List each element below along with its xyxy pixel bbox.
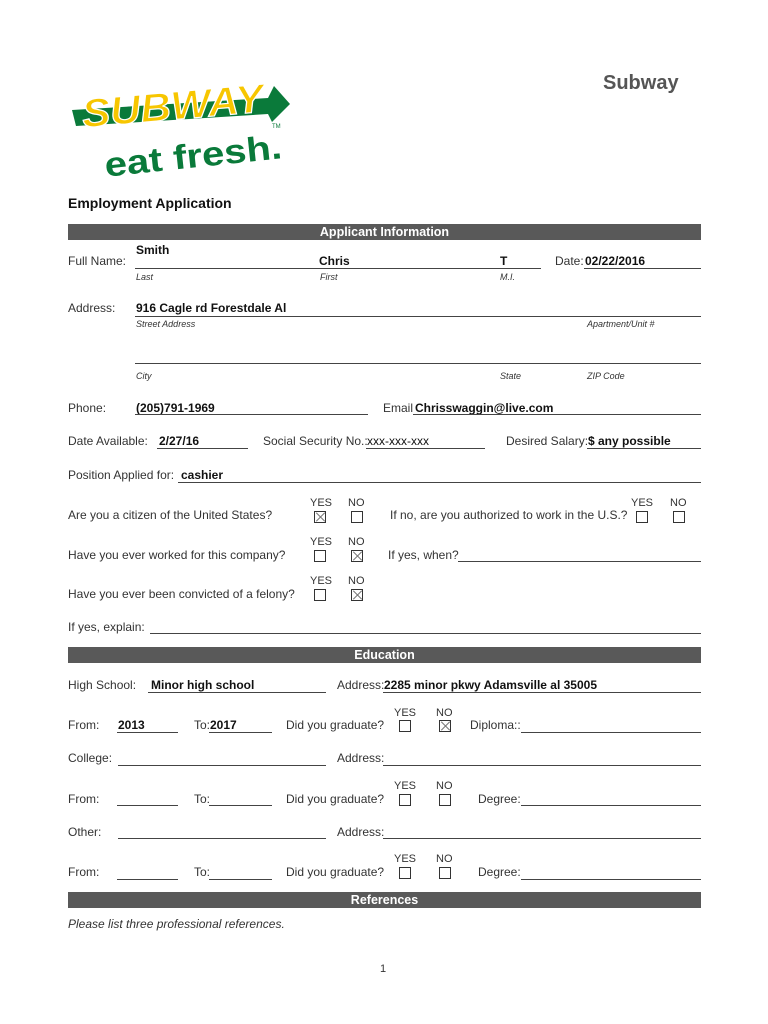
ssn-line — [366, 448, 485, 449]
when-label: If yes, when? — [388, 548, 459, 562]
mi-sublabel: M.I. — [500, 272, 515, 282]
date-available-line — [157, 448, 248, 449]
section-references: References — [68, 892, 701, 908]
name-line — [135, 268, 541, 269]
college-to-line[interactable] — [209, 805, 272, 806]
citizen-question: Are you a citizen of the United States? — [68, 508, 273, 522]
last-name-value[interactable]: Smith — [136, 243, 170, 257]
apartment-sublabel: Apartment/Unit # — [587, 319, 655, 329]
logo-wordmark: SUBWAY — [80, 77, 256, 137]
other-label: Other: — [68, 825, 102, 839]
citizen-yes-label: YES — [310, 497, 333, 509]
address-label: Address: — [68, 301, 116, 315]
college-address-line[interactable] — [383, 765, 701, 766]
hs-yes-label: YES — [394, 707, 417, 719]
section-education: Education — [68, 647, 701, 663]
salary-line — [587, 448, 701, 449]
college-address-label: Address: — [337, 751, 385, 765]
authorized-question: If no, are you authorized to work in the U.S.? — [390, 508, 628, 522]
other-address-line[interactable] — [383, 838, 701, 839]
date-available-value[interactable]: 2/27/16 — [159, 434, 200, 448]
email-line — [413, 414, 701, 415]
worked-yes-label: YES — [310, 536, 333, 548]
last-sublabel: Last — [136, 272, 154, 282]
hs-graduate-yes-checkbox[interactable] — [399, 720, 411, 732]
high-school-line — [148, 692, 326, 693]
hs-to-value[interactable]: 2017 — [210, 718, 237, 732]
salary-label: Desired Salary: — [506, 434, 589, 448]
company-name: Subway — [603, 72, 679, 94]
position-line — [178, 482, 701, 483]
middle-initial-value[interactable]: T — [500, 254, 508, 268]
citizen-no-label: NO — [348, 497, 365, 509]
date-label: Date: — [555, 254, 584, 268]
references-note: Please list three professional references. — [68, 917, 285, 931]
explain-label: If yes, explain: — [68, 620, 145, 634]
college-degree-line[interactable] — [521, 805, 701, 806]
other-from-label: From: — [68, 865, 100, 879]
date-value[interactable]: 02/22/2016 — [585, 254, 646, 268]
form-title: Employment Application — [68, 195, 232, 211]
other-line[interactable] — [118, 838, 326, 839]
street-sublabel: Street Address — [136, 319, 196, 329]
zip-sublabel: ZIP Code — [587, 371, 625, 381]
college-from-line[interactable] — [117, 805, 178, 806]
hs-from-value[interactable]: 2013 — [118, 718, 145, 732]
college-line[interactable] — [118, 765, 326, 766]
hs-to-label: To: — [194, 718, 211, 732]
college-from-label: From: — [68, 792, 100, 806]
college-label: College: — [68, 751, 113, 765]
first-name-value[interactable]: Chris — [319, 254, 350, 268]
felony-yes-checkbox[interactable] — [314, 589, 326, 601]
authorized-yes-label: YES — [631, 497, 654, 509]
hs-address-line — [383, 692, 701, 693]
citizen-yes-checkbox[interactable] — [314, 511, 326, 523]
hs-no-label: NO — [436, 707, 453, 719]
citizen-no-checkbox[interactable] — [351, 511, 363, 523]
logo-tagline: eat fresh. — [102, 131, 258, 180]
ssn-value[interactable]: xxx-xxx-xxx — [367, 434, 429, 448]
felony-no-label: NO — [348, 575, 365, 587]
felony-yes-label: YES — [310, 575, 333, 587]
street-value[interactable]: 916 Cagle rd Forestdale Al — [136, 301, 287, 315]
full-name-label: Full Name: — [68, 254, 127, 268]
college-to-label: To: — [194, 792, 211, 806]
hs-from-label: From: — [68, 718, 100, 732]
first-sublabel: First — [320, 272, 338, 282]
other-to-line[interactable] — [209, 879, 272, 880]
worked-question: Have you ever worked for this company? — [68, 548, 286, 562]
section-applicant-information: Applicant Information — [68, 224, 701, 240]
authorized-no-checkbox[interactable] — [673, 511, 685, 523]
hs-to-line — [209, 732, 272, 733]
hs-address-label: Address: — [337, 678, 385, 692]
other-graduate-no-checkbox[interactable] — [439, 867, 451, 879]
hs-graduate-no-checkbox[interactable] — [439, 720, 451, 732]
salary-value[interactable]: $ any possible — [588, 434, 671, 448]
authorized-yes-checkbox[interactable] — [636, 511, 648, 523]
college-degree-label: Degree: — [478, 792, 521, 806]
felony-no-checkbox[interactable] — [351, 589, 363, 601]
explain-line[interactable] — [150, 633, 701, 634]
position-value[interactable]: cashier — [181, 468, 224, 482]
city-line[interactable] — [135, 363, 701, 364]
hs-address-value[interactable]: 2285 minor pkwy Adamsville al 35005 — [384, 678, 598, 692]
subway-logo — [68, 70, 298, 180]
date-available-label: Date Available: — [68, 434, 148, 448]
street-line — [135, 316, 701, 317]
position-label: Position Applied for: — [68, 468, 175, 482]
worked-yes-checkbox[interactable] — [314, 550, 326, 562]
other-degree-label: Degree: — [478, 865, 521, 879]
hs-from-line — [117, 732, 178, 733]
other-degree-line[interactable] — [521, 879, 701, 880]
high-school-value[interactable]: Minor high school — [151, 678, 255, 692]
college-yes-label: YES — [394, 780, 417, 792]
worked-no-checkbox[interactable] — [351, 550, 363, 562]
city-sublabel: City — [136, 371, 152, 381]
phone-line — [135, 414, 368, 415]
email-label: Email — [383, 401, 414, 415]
diploma-line[interactable] — [521, 732, 701, 733]
ssn-label: Social Security No.: — [263, 434, 368, 448]
other-from-line[interactable] — [117, 879, 178, 880]
college-no-label: NO — [436, 780, 453, 792]
page-number: 1 — [380, 963, 387, 975]
other-to-label: To: — [194, 865, 211, 879]
email-value[interactable]: Chrisswaggin@live.com — [415, 401, 554, 415]
hs-graduate-label: Did you graduate? — [286, 718, 385, 732]
diploma-label: Diploma:: — [470, 718, 521, 732]
other-no-label: NO — [436, 853, 453, 865]
college-graduate-no-checkbox[interactable] — [439, 794, 451, 806]
other-graduate-yes-checkbox[interactable] — [399, 867, 411, 879]
felony-question: Have you ever been convicted of a felony? — [68, 587, 295, 601]
college-graduate-yes-checkbox[interactable] — [399, 794, 411, 806]
state-sublabel: State — [500, 371, 522, 381]
date-line — [584, 268, 701, 269]
when-line[interactable] — [458, 561, 701, 562]
logo-trademark: TM — [272, 124, 281, 130]
other-yes-label: YES — [394, 853, 417, 865]
phone-label: Phone: — [68, 401, 107, 415]
worked-no-label: NO — [348, 536, 365, 548]
high-school-label: High School: — [68, 678, 137, 692]
other-graduate-label: Did you graduate? — [286, 865, 385, 879]
college-graduate-label: Did you graduate? — [286, 792, 385, 806]
authorized-no-label: NO — [670, 497, 687, 509]
other-address-label: Address: — [337, 825, 385, 839]
phone-value[interactable]: (205)791-1969 — [136, 401, 215, 415]
